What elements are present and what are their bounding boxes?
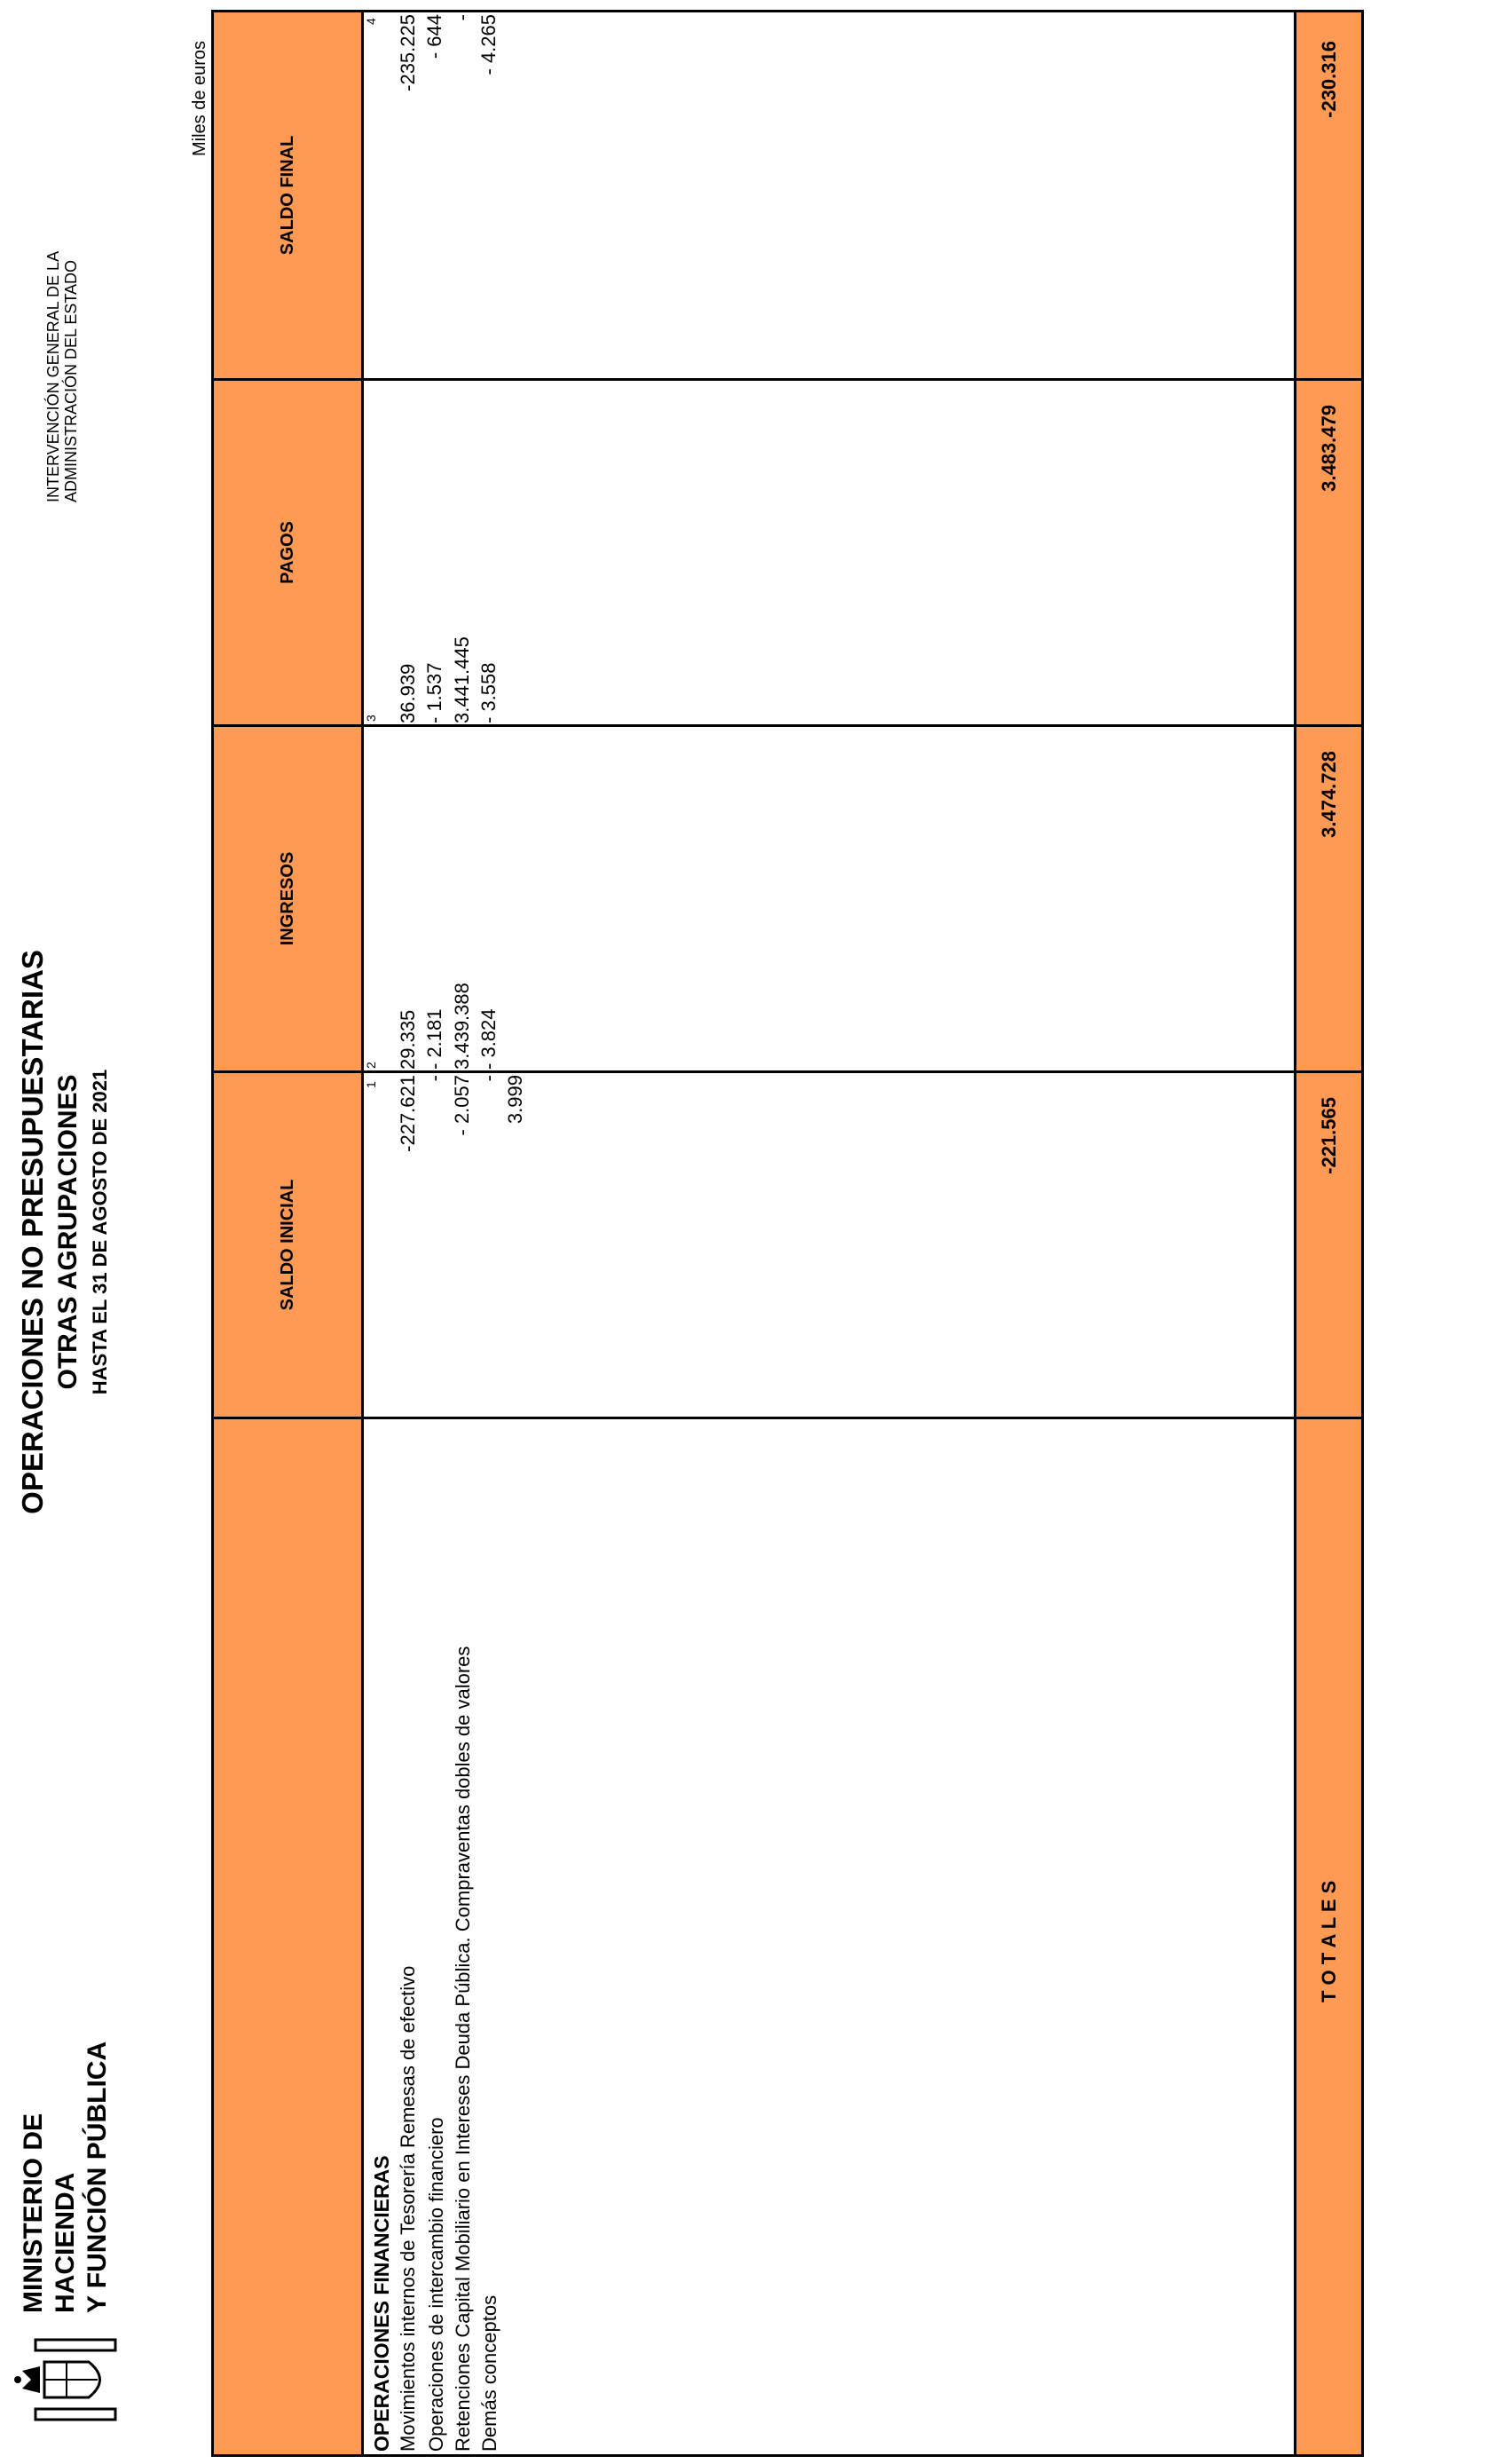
- pagos-row-4: - 3.558: [477, 662, 500, 723]
- concept-row-1: Movimientos internos de Tesorería Remesas de efectivo: [397, 1965, 419, 2452]
- ministry-line-1: MINISTERIO DE: [19, 2113, 48, 2313]
- concept-row-4: Demás conceptos: [478, 2294, 500, 2452]
- ingresos-row-4: - 3.824: [477, 1008, 500, 1070]
- column-number-3: 3: [364, 715, 378, 722]
- saldo-inicial-header: [211, 1070, 364, 1419]
- total-saldo-inicial: -221.565: [1318, 1097, 1340, 1174]
- concept-row-3: Retenciones Capital Mobiliario en Intereses Deuda Pública. Compraventas dobles de valores: [452, 1646, 474, 2452]
- pagos-header: [211, 378, 364, 727]
- section-title: OPERACIONES FINANCIERAS: [370, 2155, 393, 2452]
- saldo-final-row-2: - 644: [423, 14, 445, 59]
- concept-row-2: Operaciones de intercambio financiero: [425, 2117, 447, 2452]
- ingresos-header-label: INGRESOS: [277, 851, 297, 946]
- total-ingresos: 3.474.728: [1318, 751, 1340, 838]
- ministry-line-2: HACIENDA: [51, 2172, 80, 2313]
- saldo-inicial-row-4: -: [477, 1075, 500, 1082]
- report-date: HASTA EL 31 DE AGOSTO DE 2021: [89, 1069, 111, 1395]
- org-line-2: ADMINISTRACIÓN DEL ESTADO: [62, 259, 80, 502]
- ingresos-row-2: - 2.181: [423, 1008, 445, 1070]
- ingresos-header: [211, 724, 364, 1073]
- total-pagos: 3.483.479: [1318, 405, 1340, 492]
- pagos-header-label: PAGOS: [277, 521, 297, 584]
- ingresos-row-3: 3.439.388: [451, 983, 473, 1070]
- saldo-inicial-header-label: SALDO INICIAL: [277, 1179, 297, 1311]
- concept-header-cell: [211, 1417, 364, 2457]
- column-number-2: 2: [364, 1062, 378, 1069]
- total-saldo-final: -230.316: [1318, 41, 1340, 118]
- saldo-final-row-1: -235.225: [397, 14, 419, 91]
- pagos-row-3: 3.441.445: [451, 636, 473, 723]
- org-name: [44, 183, 80, 502]
- saldo-final-header: [211, 10, 364, 381]
- saldo-final-row-4: - 4.265: [477, 14, 500, 75]
- column-number-4: 4: [364, 18, 378, 25]
- report-subtitle: OTRAS AGRUPACIONES: [53, 1074, 83, 1390]
- column-number-1: 1: [364, 1081, 378, 1088]
- saldo-inicial-row-2: -: [423, 1075, 445, 1082]
- ingresos-row-1: 29.335: [397, 1009, 419, 1070]
- saldo-inicial-extra: 3.999: [504, 1075, 526, 1125]
- saldo-final-row-3: -: [451, 14, 473, 21]
- report-title: OPERACIONES NO PRESUPUESTARIAS: [16, 950, 49, 1514]
- units-label: Miles de euros: [190, 40, 209, 156]
- totals-label: T O T A L E S: [1318, 1880, 1340, 2002]
- saldo-inicial-row-3: - 2.057: [451, 1075, 473, 1136]
- ministry-line-3: Y FUNCIÓN PÚBLICA: [83, 2041, 112, 2313]
- pagos-row-1: 36.939: [397, 663, 419, 723]
- saldo-inicial-row-1: -227.621: [397, 1075, 419, 1152]
- org-line-1: INTERVENCIÓN GENERAL DE LA: [44, 250, 62, 502]
- saldo-final-header-label: SALDO FINAL: [277, 135, 297, 256]
- pagos-row-2: - 1.537: [423, 662, 445, 723]
